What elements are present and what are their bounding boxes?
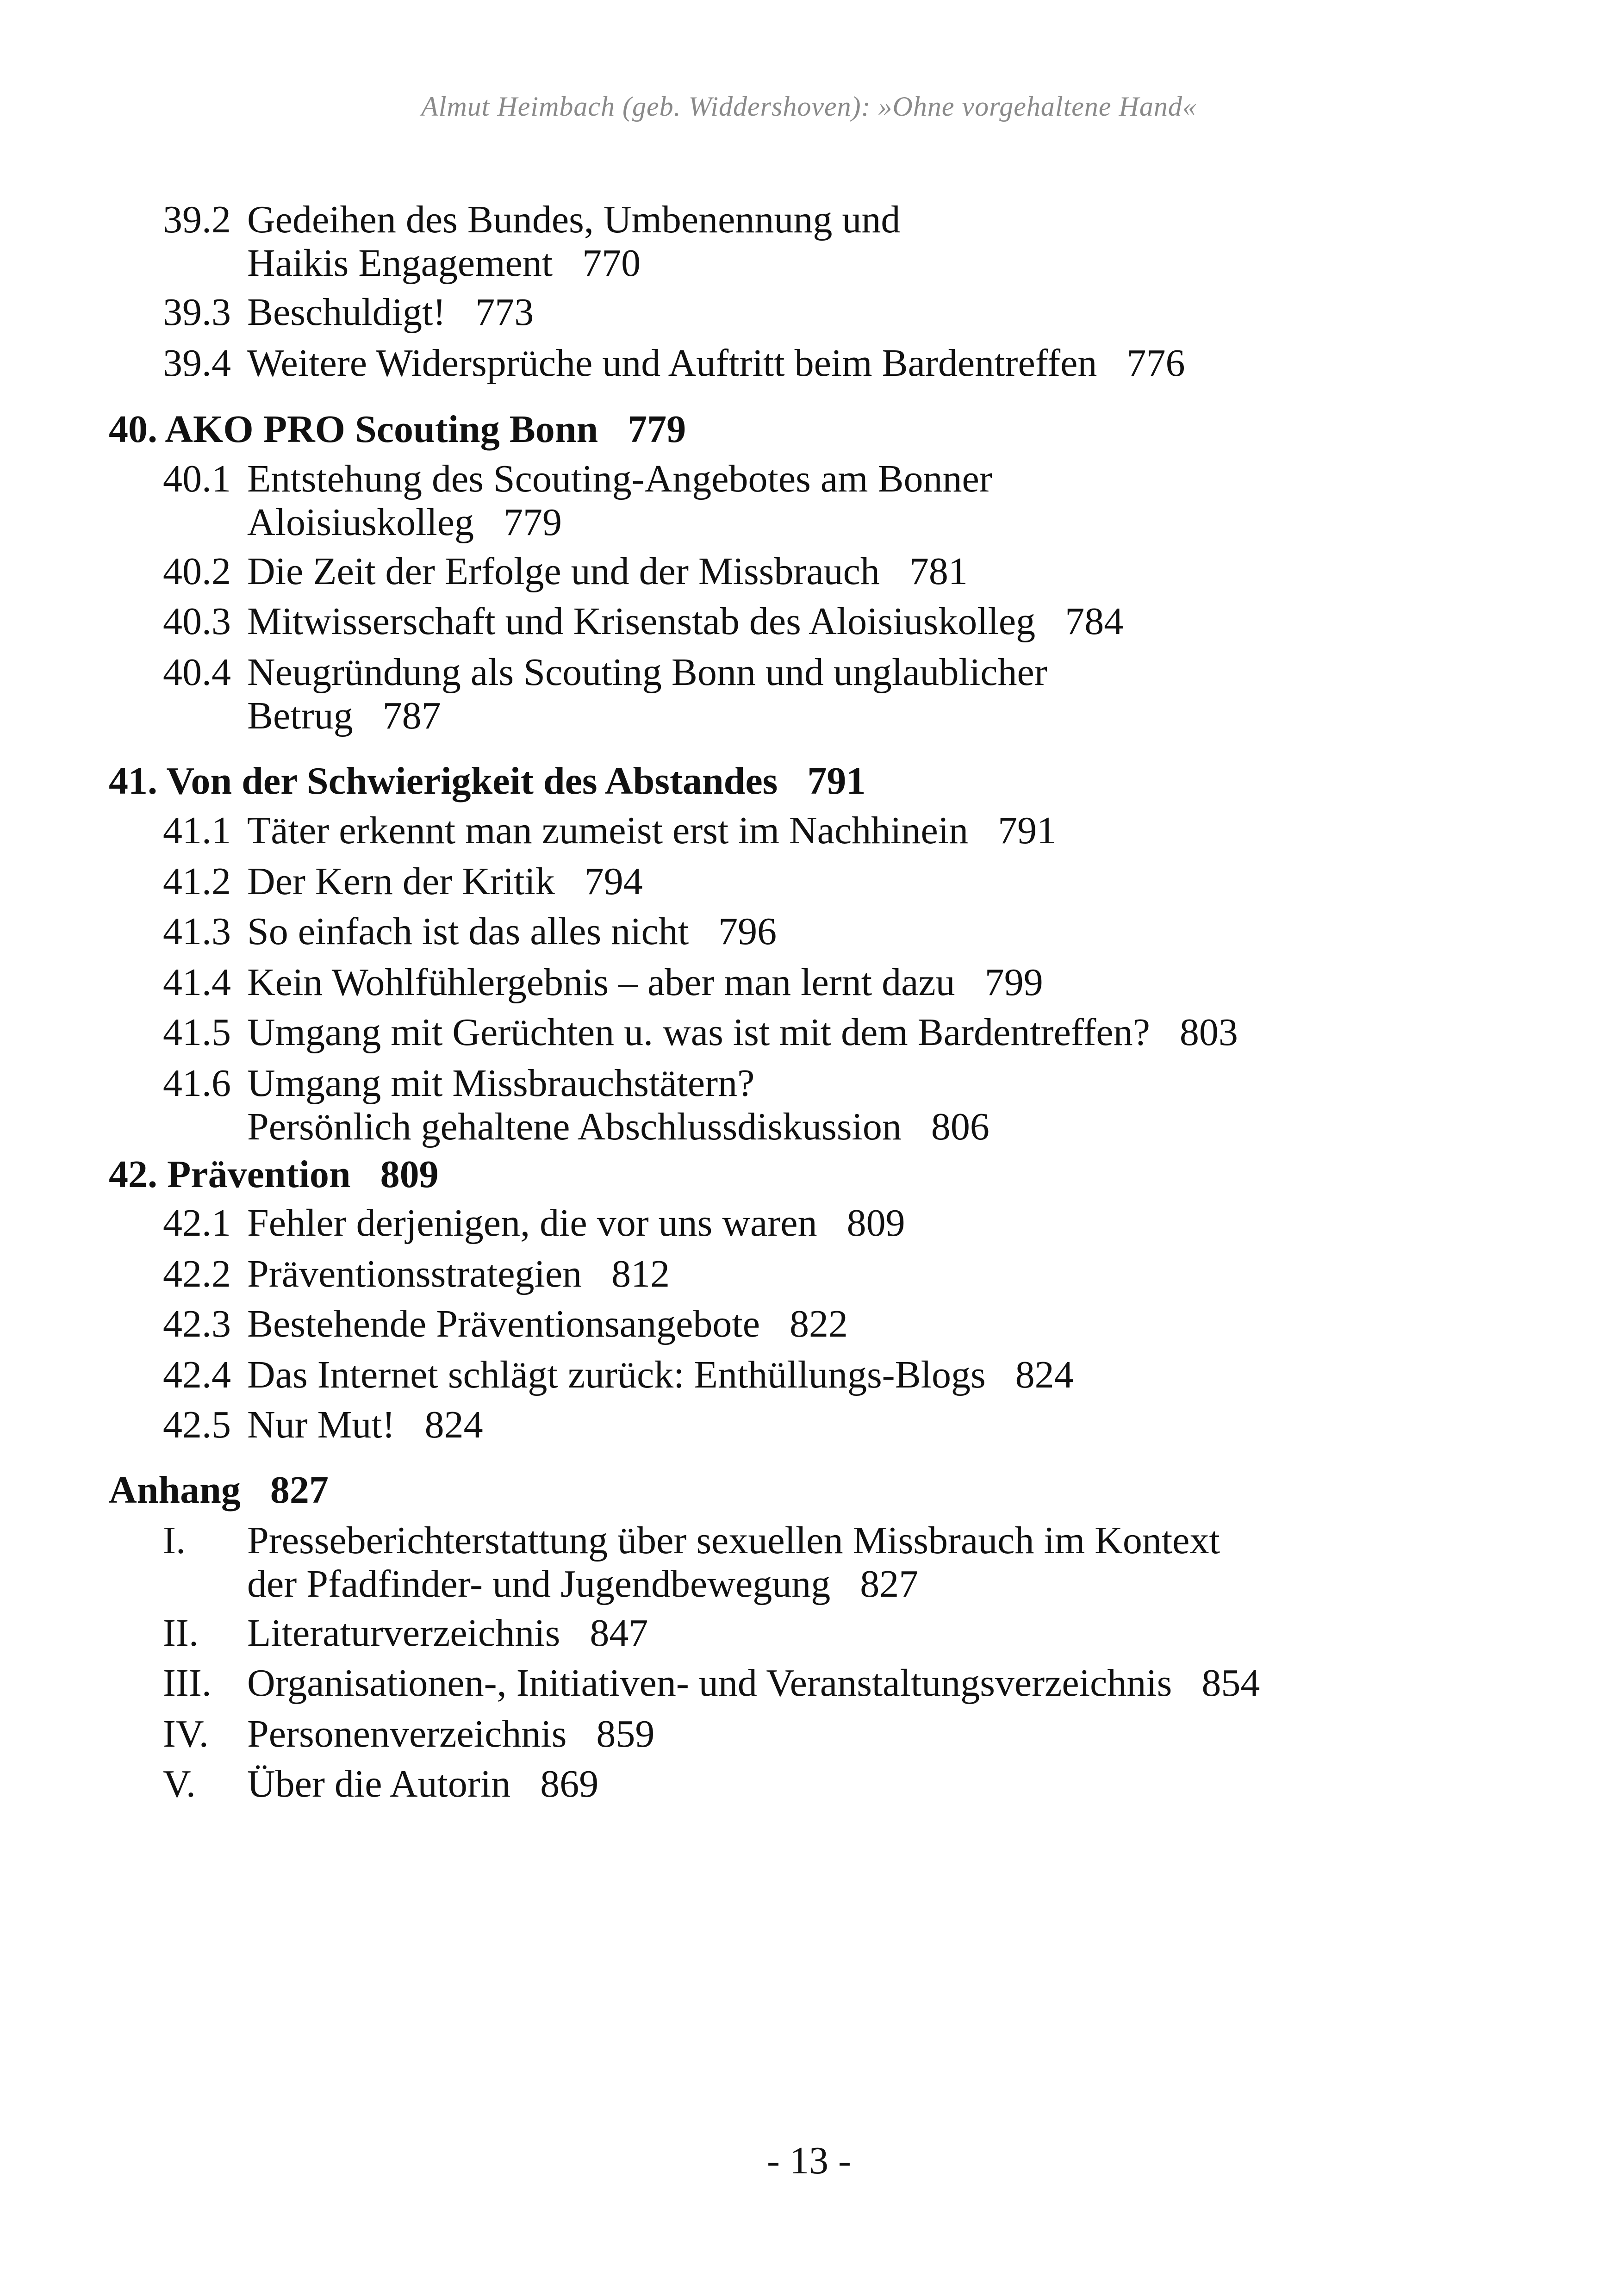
toc-number: 41.3 (163, 910, 231, 953)
toc-page-number: 806 (931, 1105, 989, 1148)
chapter-title: 40. AKO PRO Scouting Bonn (109, 408, 598, 451)
toc-title: Neugründung als Scouting Bonn und unglaublicher (247, 651, 1047, 694)
toc-title: Organisationen-, Initiativen- und Veranstaltungsverzeichnis (247, 1661, 1172, 1705)
toc-title: Kein Wohlfühlergebnis – aber man lernt dazu (247, 961, 955, 1004)
toc-page-number: 812 (611, 1252, 670, 1295)
toc-number: 40.3 (163, 600, 231, 643)
toc-page-number: 803 (1179, 1011, 1238, 1054)
toc-number: 41.1 (163, 809, 231, 852)
toc-page-number: 770 (582, 242, 641, 285)
toc-title: Weitere Widersprüche und Auftritt beim Bardentreffen (247, 342, 1097, 385)
toc-page-number: 854 (1201, 1661, 1260, 1705)
chapter-title: 41. Von der Schwierigkeit des Abstandes (109, 759, 778, 803)
toc-title: Umgang mit Missbrauchstätern? (247, 1062, 755, 1105)
toc-appendix-v (163, 1762, 598, 1806)
toc-title: Gedeihen des Bundes, Umbenennung und (247, 198, 901, 241)
toc-title-continued: Aloisiuskolleg (247, 501, 474, 544)
toc-entry-42-1 (163, 1201, 905, 1245)
toc-number: 39.2 (163, 198, 231, 241)
toc-title: Das Internet schlägt zurück: Enthüllungs-Blogs (247, 1353, 986, 1396)
toc-title: Die Zeit der Erfolge und der Missbrauch (247, 550, 880, 593)
toc-title-continued: Haikis Engagement (247, 242, 553, 285)
toc-title: Personenverzeichnis (247, 1712, 567, 1755)
toc-number: III. (163, 1661, 212, 1705)
toc-page-number: 781 (909, 550, 968, 593)
toc-number: 39.4 (163, 342, 231, 385)
toc-title: So einfach ist das alles nicht (247, 910, 689, 953)
toc-number: 40.1 (163, 457, 231, 500)
toc-title: Fehler derjenigen, die vor uns waren (247, 1201, 817, 1244)
toc-number: 42.3 (163, 1302, 231, 1345)
toc-page-number: 847 (590, 1612, 648, 1655)
toc-page-number: 776 (1126, 342, 1185, 385)
toc-title: Mitwisserschaft und Krisenstab des Aloisiuskolleg (247, 600, 1036, 643)
toc-entry-39-3 (163, 291, 534, 334)
toc-entry-40-4 (163, 651, 1047, 738)
toc-entry-41-6 (163, 1062, 989, 1149)
toc-title-continued: der Pfadfinder- und Jugendbewegung (247, 1562, 831, 1605)
toc-entry-42-2 (163, 1252, 670, 1296)
toc-chapter-41 (109, 758, 865, 804)
toc-page-number: 787 (382, 694, 441, 737)
toc-entry-41-1 (163, 809, 1056, 852)
toc-number: 42.1 (163, 1201, 231, 1244)
toc-entry-40-1 (163, 457, 992, 544)
toc-page-number: 791 (998, 809, 1057, 852)
toc-appendix-i (163, 1519, 1220, 1606)
toc-title: Presseberichterstattung über sexuellen Missbrauch im Kontext (247, 1519, 1220, 1562)
toc-page-number: 824 (424, 1403, 483, 1446)
toc-number: 42.4 (163, 1353, 231, 1396)
toc-number: 40.2 (163, 550, 231, 593)
chapter-title: 42. Prävention (109, 1153, 351, 1196)
toc-chapter-40 (109, 406, 686, 453)
toc-page-number: 791 (807, 759, 866, 803)
toc-number: 41.6 (163, 1062, 231, 1105)
toc-number: 42.5 (163, 1403, 231, 1446)
toc-title: Nur Mut! (247, 1403, 395, 1446)
toc-number: 41.5 (163, 1011, 231, 1054)
toc-number: 42.2 (163, 1252, 231, 1295)
toc-page-number: 824 (1015, 1353, 1074, 1396)
toc-number: 41.4 (163, 961, 231, 1004)
toc-page-number: 869 (540, 1762, 599, 1805)
toc-entry-42-4 (163, 1353, 1074, 1397)
toc-title: Der Kern der Kritik (247, 860, 555, 903)
toc-title: Beschuldigt! (247, 291, 446, 334)
toc-entry-40-2 (163, 550, 968, 593)
toc-page-number: 796 (718, 910, 777, 953)
toc-title: Täter erkennt man zumeist erst im Nachhinein (247, 809, 969, 852)
toc-page-number: 773 (475, 291, 534, 334)
toc-appendix-iv (163, 1712, 654, 1756)
toc-chapter-anhang (109, 1467, 329, 1513)
toc-entry-41-4 (163, 961, 1043, 1004)
toc-number: 39.3 (163, 291, 231, 334)
toc-entry-42-3 (163, 1302, 848, 1346)
toc-title: Über die Autorin (247, 1762, 511, 1805)
toc-appendix-iii (163, 1661, 1260, 1705)
toc-page-number: 794 (584, 860, 643, 903)
toc-title-continued: Persönlich gehaltene Abschlussdiskussion (247, 1105, 902, 1148)
toc-number: 40.4 (163, 651, 231, 694)
toc-page-number: 827 (860, 1562, 919, 1605)
toc-number: IV. (163, 1712, 209, 1755)
toc-page-number: 799 (984, 961, 1043, 1004)
toc-page-number: 809 (380, 1153, 439, 1196)
toc-number: I. (163, 1519, 186, 1562)
toc-title: Präventionsstrategien (247, 1252, 582, 1295)
toc-title: Entstehung des Scouting-Angebotes am Bonner (247, 457, 992, 500)
toc-entry-42-5 (163, 1403, 483, 1447)
toc-appendix-ii (163, 1612, 648, 1655)
toc-page-number: 779 (504, 501, 562, 544)
toc-entry-39-2 (163, 198, 900, 285)
toc-page-number: 827 (270, 1468, 329, 1512)
toc-title: Umgang mit Gerüchten u. was ist mit dem Bardentreffen? (247, 1011, 1150, 1054)
toc-title: Bestehende Präventionsangebote (247, 1302, 760, 1345)
toc-entry-41-2 (163, 860, 643, 903)
toc-number: II. (163, 1612, 199, 1655)
toc-page-number: 779 (628, 408, 686, 451)
toc-title: Literaturverzeichnis (247, 1612, 560, 1655)
toc-entry-39-4 (163, 342, 1185, 385)
page-number-footer: - 13 - (767, 2139, 851, 2182)
toc-page-number: 809 (846, 1201, 905, 1244)
toc-title-continued: Betrug (247, 694, 353, 737)
toc-number: V. (163, 1762, 196, 1805)
toc-page-number: 822 (790, 1302, 848, 1345)
toc-chapter-42 (109, 1151, 439, 1198)
toc-entry-41-5 (163, 1011, 1238, 1054)
toc-page-number: 784 (1065, 600, 1124, 643)
toc-entry-41-3 (163, 910, 777, 953)
toc-number: 41.2 (163, 860, 231, 903)
toc-page-number: 859 (596, 1712, 655, 1755)
chapter-title: Anhang (109, 1468, 241, 1512)
toc-entry-40-3 (163, 600, 1123, 643)
running-header: Almut Heimbach (geb. Widdershoven): »Ohne vorgehaltene Hand« (421, 91, 1197, 122)
